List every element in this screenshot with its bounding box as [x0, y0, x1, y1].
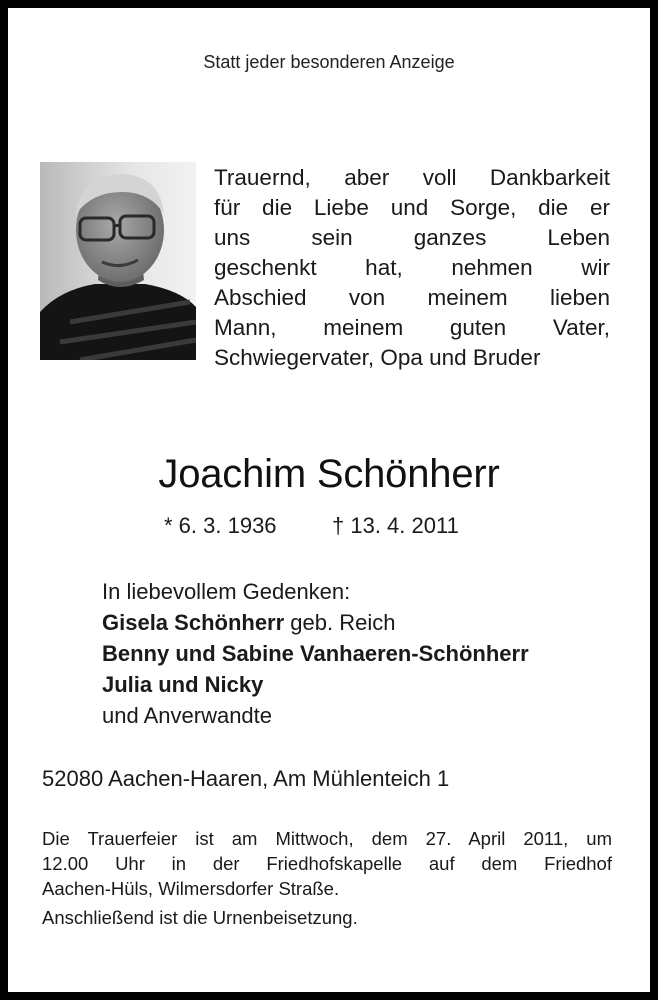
mourner-line: Benny und Sabine Vanhaeren-Schönherr [102, 641, 529, 666]
mourners-intro: In liebevollem Gedenken: [102, 579, 351, 604]
header-notice: Statt jeder besonderen Anzeige [203, 52, 455, 72]
portrait-photo [40, 162, 196, 360]
intro-text [214, 163, 610, 373]
urn-burial-note: Anschließend ist die Urnenbeisetzung. [42, 907, 358, 928]
intro-line: uns sein ganzes Leben [214, 225, 610, 250]
spouse-note: geb. Reich [284, 610, 396, 635]
obituary-notice [8, 8, 650, 992]
deceased-name: Joachim Schönherr [158, 452, 500, 496]
spouse-name: Gisela Schönherr [102, 610, 285, 635]
mourner-spouse [102, 607, 529, 638]
death-date: † 13. 4. 2011 [332, 513, 459, 538]
birth-date: * 6. 3. 1936 [164, 513, 277, 538]
portrait-icon [40, 162, 196, 360]
intro-line: Schwiegervater, Opa und Bruder [214, 345, 541, 370]
intro-line: Trauernd, aber voll Dankbarkeit [214, 165, 610, 190]
mourner-line: Julia und Nicky [102, 672, 264, 697]
intro-line: geschenkt hat, nehmen wir [214, 255, 610, 280]
mourner-line: und Anverwandte [102, 703, 273, 728]
intro-line: für die Liebe und Sorge, die er [214, 195, 610, 220]
intro-line: Abschied von meinem lieben [214, 285, 610, 310]
family-address: 52080 Aachen-Haaren, Am Mühlenteich 1 [42, 766, 450, 791]
intro-line: Mann, meinem guten Vater, [214, 315, 610, 340]
service-line: Aachen-Hüls, Wilmersdorfer Straße. [42, 878, 340, 899]
service-info [42, 826, 612, 901]
service-line: 12.00 Uhr in der Friedhofskapelle auf dem Friedhof [42, 853, 612, 874]
service-line: Die Trauerfeier ist am Mittwoch, dem 27. April 2011, um [42, 828, 612, 849]
mourners-list [102, 576, 529, 731]
